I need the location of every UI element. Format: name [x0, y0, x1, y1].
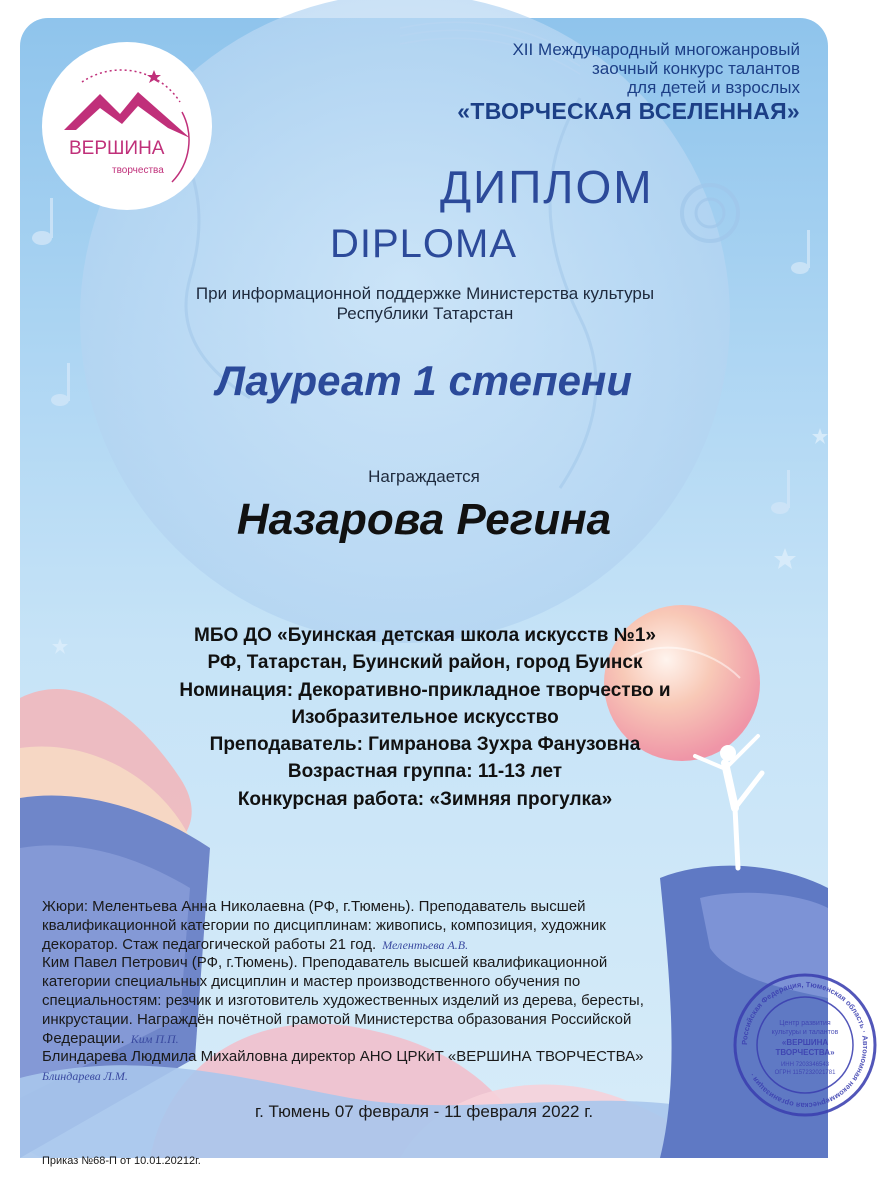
support-line-1: При информационной поддержке Министерства культуры — [195, 284, 655, 303]
jury-line: специальностям: резчик и изготовитель художественных изделий из дерева, бересты, — [42, 991, 644, 1009]
jury-line — [42, 1030, 802, 1049]
laureate-degree: Лауреат 1 степени — [215, 357, 632, 404]
jury-text: декоратор. Стаж педагогической работы 21 год. — [42, 935, 377, 953]
nomination-line-2: Изобразительное искусство — [291, 706, 559, 728]
age-group-line: Возрастная группа: 11-13 лет — [287, 761, 563, 783]
jury-line: квалификационной категории по дисциплинам: живопись, композиция, художник — [42, 916, 606, 934]
contest-line-1: XII Международный многожанровый — [512, 40, 800, 59]
stamp-center-1: Центр развития — [779, 1020, 831, 1027]
jury-line: категории специальных дисциплин и мастер производственного обучения по — [42, 973, 581, 991]
order-number: Приказ №68-П от 10.01.20212г. — [42, 1155, 201, 1167]
stamp-ring-text: Российская Федерация, Тюменская область · Автономная некоммерческая организация · — [739, 979, 871, 1111]
award-details — [80, 622, 770, 813]
logo-mountains-icon — [64, 92, 190, 138]
signature-blindareva: Блиндарева Л.М. — [42, 1069, 128, 1084]
contest-line-3: для детей и взрослых — [627, 78, 800, 97]
logo-title: ВЕРШИНА — [69, 138, 165, 159]
vershina-logo — [42, 42, 212, 210]
jury-text: Федерации. — [42, 1029, 125, 1047]
awarded-label: Награждается — [368, 467, 480, 486]
contest-name: «ТВОРЧЕСКАЯ ВСЕЛЕННАЯ» — [457, 98, 800, 124]
nomination-line: Номинация: Декоративно-прикладное творчество и — [179, 679, 671, 701]
signature-melentieva: Мелентьева А.В. — [382, 937, 469, 952]
jury-line: Блиндарева Людмила Михайловна директор АНО ЦРКиТ «ВЕРШИНА ТВОРЧЕСТВА» — [42, 1048, 644, 1066]
work-title-line: Конкурсная работа: «Зимняя прогулка» — [237, 788, 613, 810]
title-ru: ДИПЛОМ — [440, 161, 654, 213]
signature-kim: Ким П.П. — [130, 1031, 179, 1046]
jury-block — [42, 898, 802, 1086]
title-en: DIPLOMA — [330, 222, 518, 266]
contest-dates: г. Тюмень 07 февраля - 11 февраля 2022 г. — [254, 1102, 594, 1121]
teacher-line: Преподаватель: Гимранова Зухра Фанузовна — [209, 734, 641, 756]
jury-line: Ким Павел Петрович (РФ, г.Тюмень). Преподаватель высшей квалификационной — [42, 954, 608, 972]
contest-line-2: заочный конкурс талантов — [592, 59, 800, 78]
location-line: РФ, Татарстан, Буинский район, город Буинск — [207, 652, 643, 674]
stamp-center-3: «ВЕРШИНА — [781, 1038, 829, 1047]
recipient-name: Назарова Регина — [236, 495, 612, 544]
contest-header — [300, 40, 800, 125]
official-stamp — [730, 970, 880, 1120]
support-line-2: Республики Татарстан — [336, 304, 514, 323]
jury-line — [42, 936, 802, 955]
jury-line: инкрустации. Награждён почётной грамотой Министерства образования Российской — [42, 1010, 632, 1028]
stamp-ogrn: ОГРН 1157232021781 — [774, 1070, 836, 1076]
stamp-inn: ИНН 7203346543 — [780, 1062, 830, 1068]
jury-line: Жюри: Мелентьева Анна Николаевна (РФ, г.Тюмень). Преподаватель высшей — [42, 898, 586, 915]
logo-subtitle: творчества — [112, 165, 164, 176]
logo-art — [42, 42, 212, 210]
stamp-center-2: культуры и талантов — [771, 1029, 839, 1036]
stamp-center-4: ТВОРЧЕСТВА» — [775, 1048, 835, 1057]
support-text — [100, 284, 750, 324]
school-line: МБО ДО «Буинская детская школа искусств №1» — [194, 625, 656, 646]
